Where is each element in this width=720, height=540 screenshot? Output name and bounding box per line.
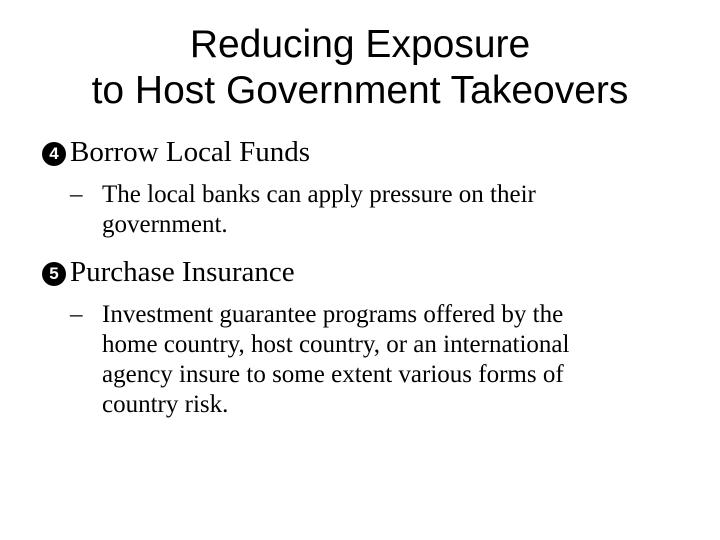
bullet-borrow-local-funds <box>42 136 310 168</box>
sub-bullet-local-banks <box>70 180 536 240</box>
bullet-label: Borrow Local Funds <box>70 136 311 168</box>
circled-number-5-icon: 5 <box>42 262 66 286</box>
slide-title <box>0 22 720 114</box>
slide-title-line-1: Reducing Exposure <box>189 23 531 66</box>
dash-marker: – <box>70 181 83 208</box>
sub-bullet-line: government. <box>102 211 228 238</box>
slide-title-line-2: to Host Government Takeovers <box>91 69 629 112</box>
sub-bullet-line: home country, host country, or an international <box>102 331 570 358</box>
sub-bullet-line: agency insure to some extent various forms of <box>102 361 564 388</box>
sub-bullet-line: The local banks can apply pressure on their <box>102 181 536 208</box>
sub-bullet-line: Investment guarantee programs offered by the <box>102 301 564 328</box>
bullet-purchase-insurance <box>42 256 295 288</box>
sub-bullet-line: country risk. <box>102 391 229 418</box>
circled-number-4-icon: 4 <box>42 142 66 166</box>
bullet-label: Purchase Insurance <box>70 256 295 288</box>
sub-bullet-investment-guarantee <box>70 300 569 420</box>
dash-marker: – <box>70 301 83 328</box>
